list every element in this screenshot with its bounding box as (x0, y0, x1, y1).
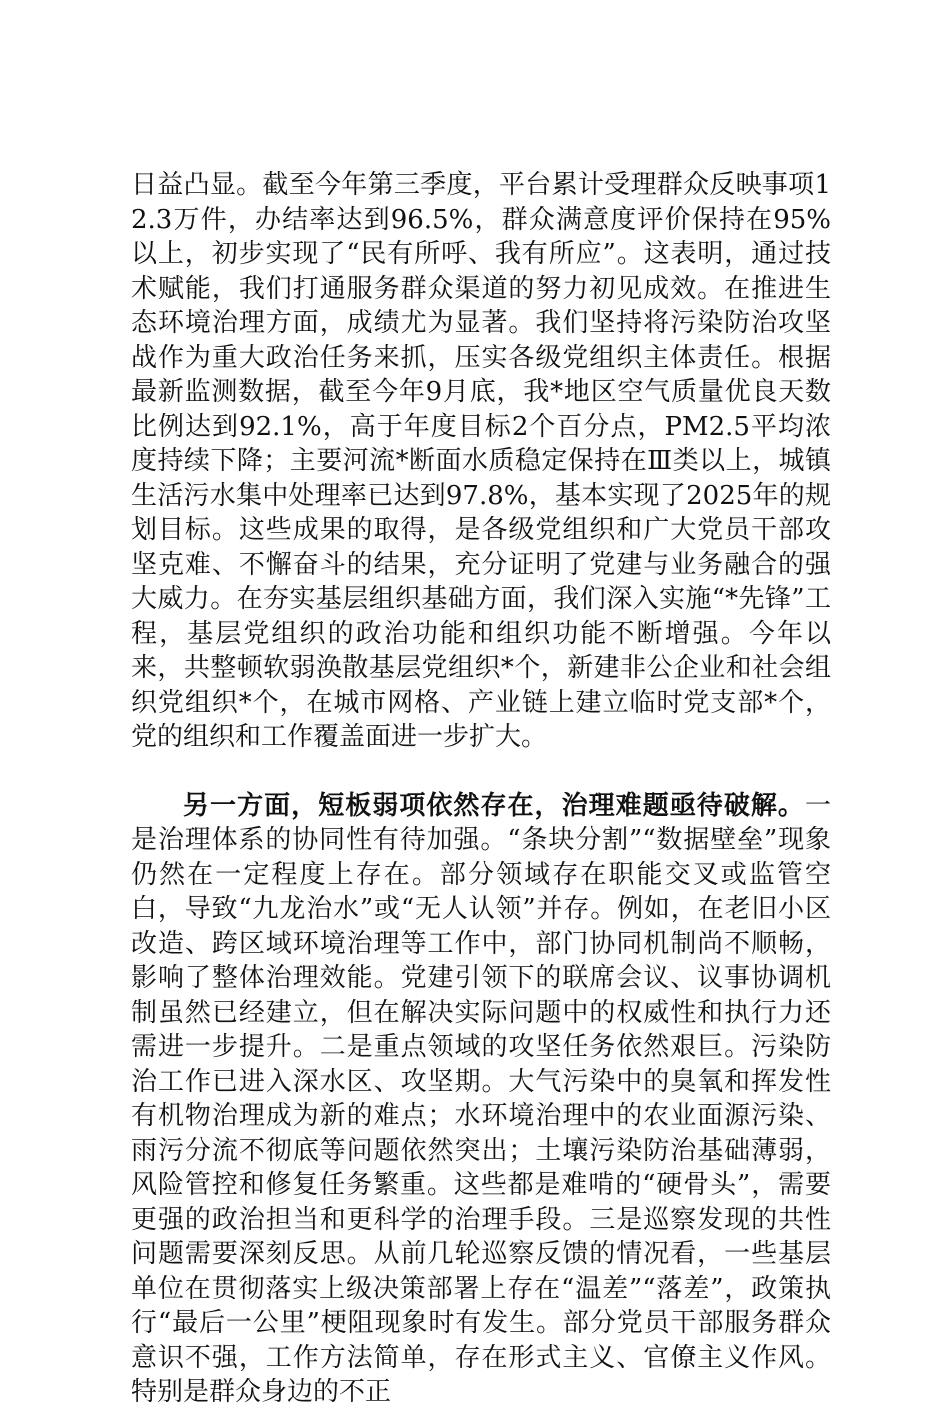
paragraph-lead-sentence: 另一方面，短板弱项依然存在，治理难题亟待破解。 (183, 790, 805, 821)
document-page (131, 168, 831, 1410)
body-paragraph-continued: 日益凸显。截至今年第三季度，平台累计受理群众反映事项12.3万件，办结率达到96.5%，群众满意度评价保持在95%以上，初步实现了“民有所呼、我有所应”。这表明，通过技术赋能，我们打通服务群众渠道的努力初见成效。在推进生态环境治理方面，成绩尤为显著。我们坚持将污染防治攻坚战作为重大政治任务来抓，压实各级党组织主体责任。根据最新监测数据，截至今年9月底，我*地区空气质量优良天数比例达到92.1%，高于年度目标2个百分点，PM2.5平均浓度持续下降；主要河流*断面水质稳定保持在Ⅲ类以上，城镇生活污水集中处理率已达到97.8%，基本实现了2025年的规划目标。这些成果的取得，是各级党组织和广大党员干部攻坚克难、不懈奋斗的结果，充分证明了党建与业务融合的强大威力。在夯实基层组织基础方面，我们深入实施“*先锋”工程，基层党组织的政治功能和组织功能不断增强。今年以来，共整顿软弱涣散基层党组织*个，新建非公企业和社会组织党组织*个，在城市网格、产业链上建立临时党支部*个，党的组织和工作覆盖面进一步扩大。 (131, 170, 831, 752)
body-paragraph-shortcomings (131, 789, 831, 1410)
paragraph-body-text: 一是治理体系的协同性有待加强。“条块分割”“数据壁垒”现象仍然在一定程度上存在。部分领域存在职能交叉或监管空白，导致“九龙治水”或“无人认领”并存。例如，在老旧小区改造、跨区域环境治理等工作中，部门协同机制尚不顺畅，影响了整体治理效能。党建引领下的联席会议、议事协调机制虽然已经建立，但在解决实际问题中的权威性和执行力还需进一步提升。二是重点领域的攻坚任务依然艰巨。污染防治工作已进入深水区、攻坚期。大气污染中的臭氧和挥发性有机物治理成为新的难点；水环境治理中的农业面源污染、雨污分流不彻底等问题依然突出；土壤污染防治基础薄弱，风险管控和修复任务繁重。这些都是难啃的“硬骨头”，需要更强的政治担当和更科学的治理手段。三是巡察发现的共性问题需要深刻反思。从前几轮巡察反馈的情况看，一些基层单位在贯彻落实上级决策部署上存在“温差”“落差”，政策执行“最后一公里”梗阻现象时有发生。部分党员干部服务群众意识不强，工作方法简单，存在形式主义、官僚主义作风。特别是群众身边的不正 (131, 790, 831, 1407)
